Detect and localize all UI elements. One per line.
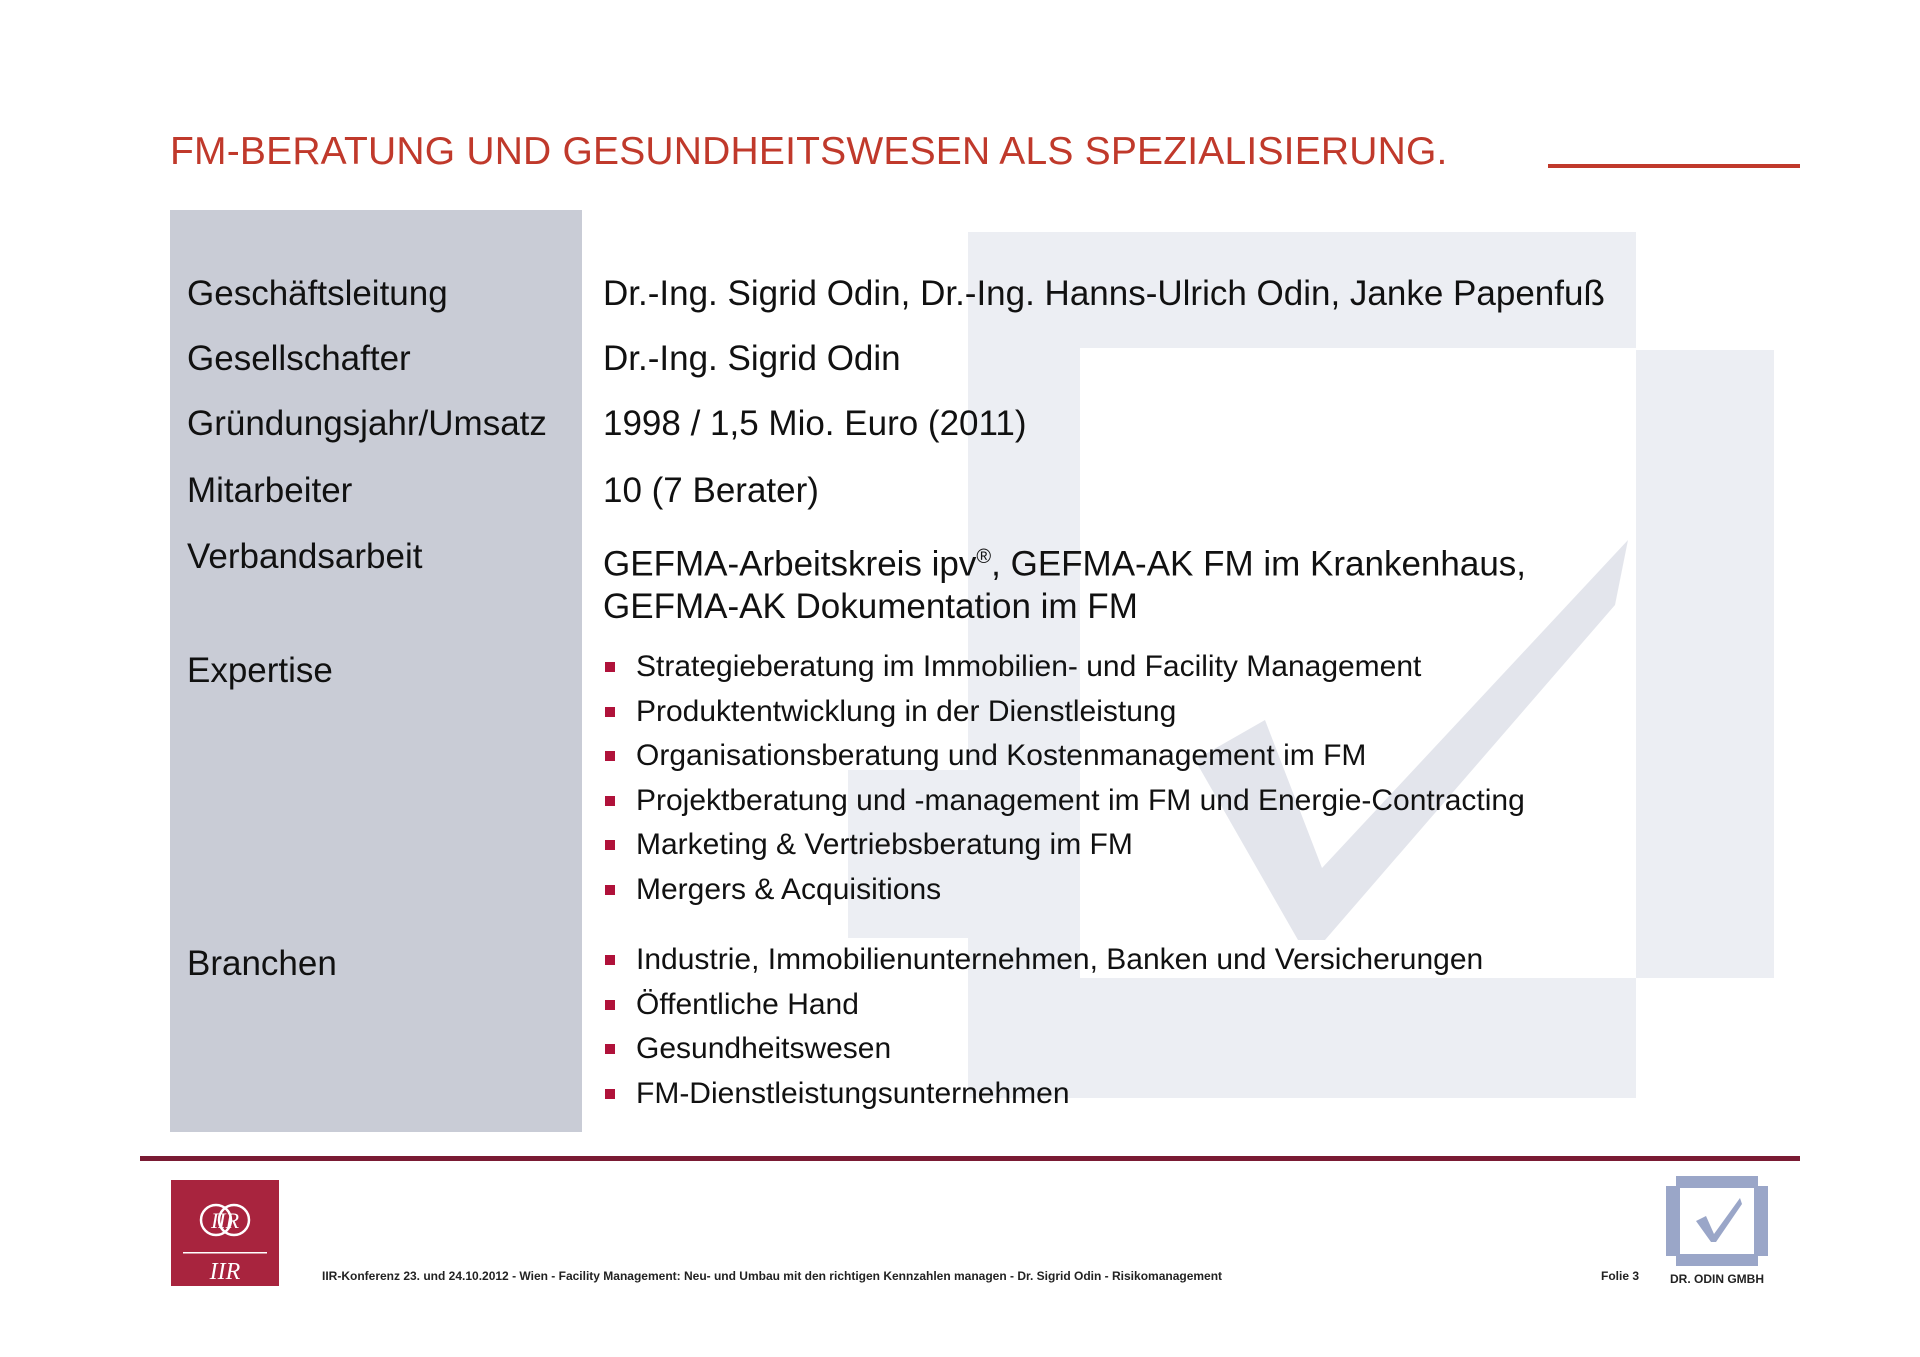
slide-title: FM-BERATUNG UND GESUNDHEITSWESEN ALS SPEZIALISIERUNG. — [170, 130, 1448, 173]
label-expertise: Expertise — [187, 651, 333, 690]
list-item-text: Industrie, Immobilienunternehmen, Banken und Versicherungen — [636, 943, 1484, 976]
iir-logo-rule — [183, 1252, 267, 1254]
label-gesellschafter: Gesellschafter — [187, 339, 411, 378]
list-item-text: Marketing & Vertriebsberatung im FM — [636, 828, 1133, 862]
list-item-text: Produktentwicklung in der Dienstleistung — [636, 694, 1177, 728]
list-item — [603, 938, 1483, 983]
list-item-text: Projektberatung und -management im FM und Energie-Contracting — [636, 783, 1525, 817]
value-gruendung: 1998 / 1,5 Mio. Euro (2011) — [603, 404, 1027, 443]
verband-text-a: GEFMA-Arbeitskreis ipv — [603, 544, 977, 584]
odin-logo-inner — [1680, 1188, 1754, 1254]
value-verband-line1 — [603, 535, 1526, 587]
bullet-square-icon — [605, 796, 615, 806]
company-name: DR. ODIN GMBH — [1670, 1272, 1764, 1286]
label-gruendung: Gründungsjahr/Umsatz — [187, 404, 547, 443]
list-item — [603, 868, 1525, 913]
bullet-square-icon — [605, 1044, 615, 1054]
bullet-square-icon — [605, 662, 615, 672]
label-verband: Verbandsarbeit — [187, 537, 423, 576]
bullet-square-icon — [605, 707, 615, 717]
label-mitarbeiter: Mitarbeiter — [187, 471, 353, 510]
bullet-square-icon — [605, 751, 615, 761]
watermark-block-right — [1636, 350, 1774, 978]
value-geschaeftsleitung: Dr.-Ing. Sigrid Odin, Dr.-Ing. Hanns-Ulrich Odin, Janke Papenfuß — [603, 274, 1605, 313]
value-verband-line2: GEFMA-AK Dokumentation im FM — [603, 587, 1138, 626]
footer-conference-text: IIR-Konferenz 23. und 24.10.2012 - Wien - Facility Management: Neu- und Umbau mit den richtigen Kennzahlen managen - Dr. Sigrid Odin - Risikomanagement — [322, 1269, 1223, 1283]
branchen-list — [603, 938, 1483, 1116]
value-mitarbeiter: 10 (7 Berater) — [603, 471, 819, 510]
list-item-text: Öffentliche Hand — [636, 987, 859, 1021]
label-branchen: Branchen — [187, 944, 337, 983]
list-item — [603, 1027, 1483, 1072]
list-item — [603, 690, 1525, 735]
expertise-list — [603, 645, 1525, 913]
iir-logo-text: IIR — [209, 1259, 241, 1285]
bullet-square-icon — [605, 1000, 615, 1010]
list-item — [603, 734, 1525, 779]
list-item-text: Strategieberatung im Immobilien- und Facility Management — [636, 650, 1422, 683]
list-item — [603, 823, 1525, 868]
list-item — [603, 645, 1525, 690]
list-item-text: Organisationsberatung und Kostenmanagement im FM — [636, 739, 1367, 773]
bullet-square-icon — [605, 955, 615, 965]
iir-logo-monogram: IIR — [210, 1208, 240, 1233]
bullet-square-icon — [605, 1089, 615, 1099]
odin-checkmark-logo — [1666, 1176, 1768, 1266]
list-item — [603, 779, 1525, 824]
registered-mark: ® — [976, 546, 992, 568]
bullet-square-icon — [605, 885, 615, 895]
label-geschaeftsleitung: Geschäftsleitung — [187, 274, 448, 313]
list-item — [603, 983, 1483, 1028]
list-item-text: Mergers & Acquisitions — [636, 872, 942, 906]
list-item-text: Gesundheitswesen — [636, 1032, 892, 1066]
footer-divider — [140, 1156, 1800, 1161]
value-gesellschafter: Dr.-Ing. Sigrid Odin — [603, 339, 901, 378]
list-item — [603, 1072, 1483, 1117]
verband-text-b: , GEFMA-AK FM im Krankenhaus, — [991, 544, 1527, 584]
slide-number: Folie 3 — [1601, 1269, 1640, 1283]
iir-logo — [171, 1180, 279, 1286]
list-item-text: FM-Dienstleistungsunternehmen — [636, 1076, 1070, 1110]
bullet-square-icon — [605, 840, 615, 850]
